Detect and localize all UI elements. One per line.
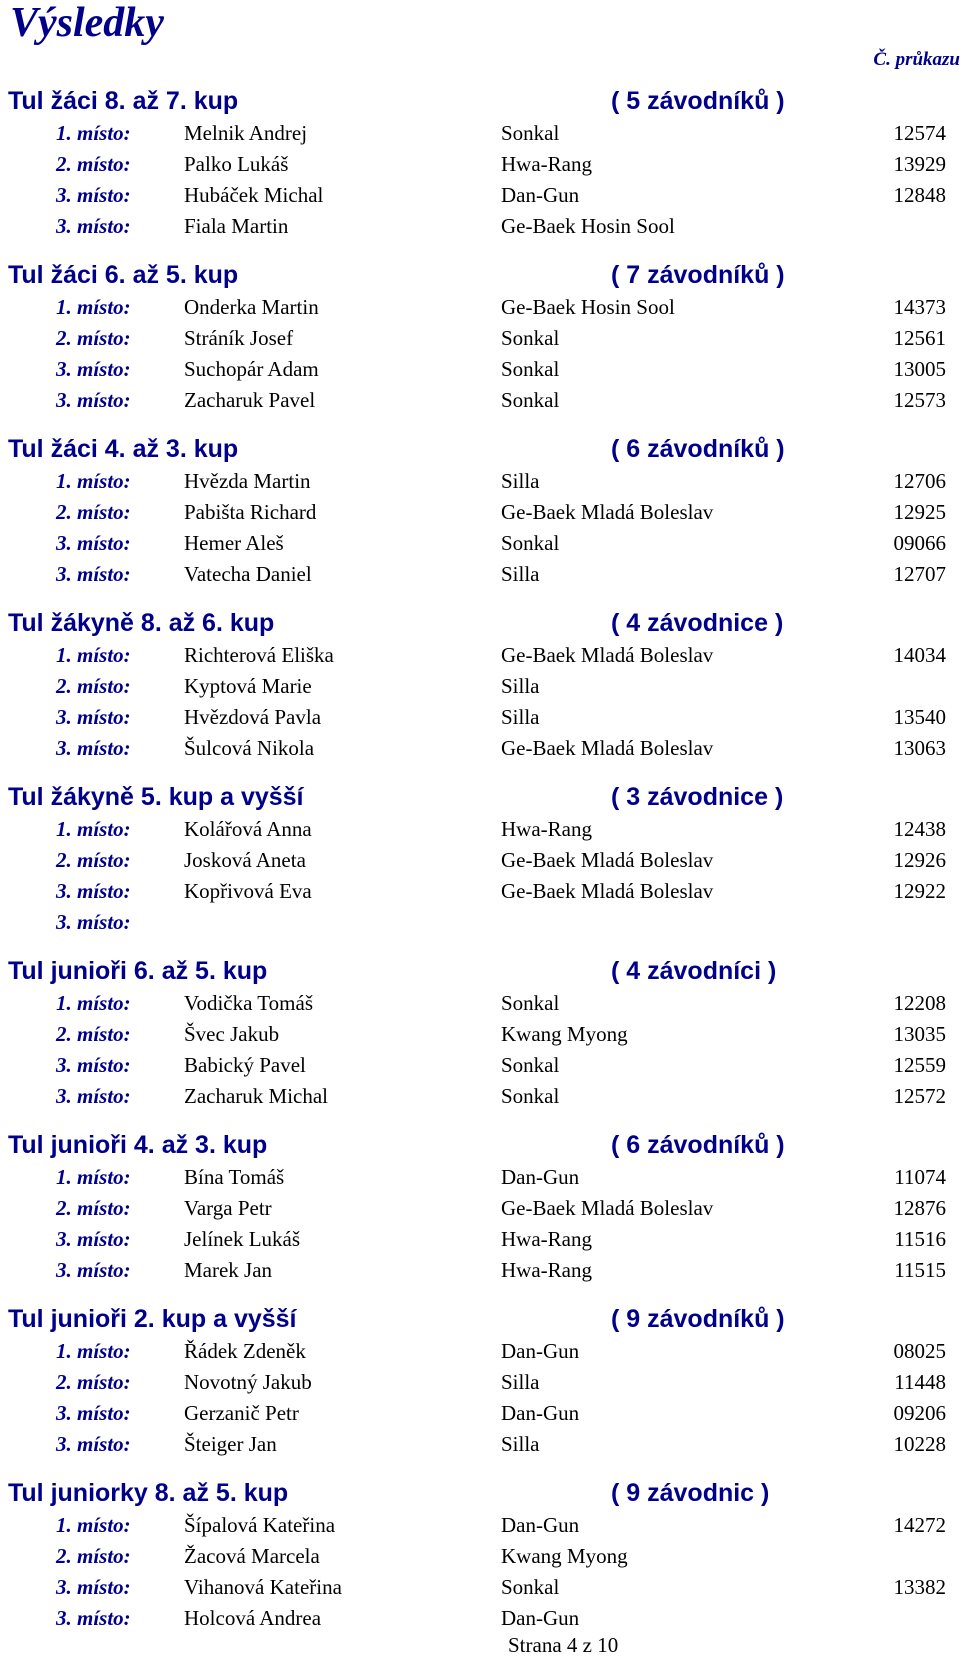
competitor-count: ( 6 závodníků ) bbox=[611, 1131, 785, 1159]
card-number: 12438 bbox=[893, 817, 946, 841]
result-row bbox=[0, 1081, 960, 1112]
result-row bbox=[0, 211, 960, 242]
card-number: 13005 bbox=[893, 357, 946, 381]
place-label: 3. místo: bbox=[56, 214, 131, 238]
card-number: 12706 bbox=[893, 469, 946, 493]
place-label: 1. místo: bbox=[56, 817, 131, 841]
place-label: 3. místo: bbox=[56, 388, 131, 412]
result-row bbox=[0, 845, 960, 876]
card-number: 12559 bbox=[893, 1053, 946, 1077]
competitor-name: Vatecha Daniel bbox=[184, 562, 312, 586]
result-section bbox=[0, 1476, 960, 1650]
place-label: 3. místo: bbox=[56, 1401, 131, 1425]
result-row bbox=[0, 702, 960, 733]
result-row bbox=[0, 118, 960, 149]
place-label: 3. místo: bbox=[56, 562, 131, 586]
result-row bbox=[0, 1572, 960, 1603]
result-row bbox=[0, 292, 960, 323]
club-name: Ge-Baek Mladá Boleslav bbox=[501, 879, 714, 903]
results-list bbox=[0, 84, 960, 1650]
result-row bbox=[0, 466, 960, 497]
card-number: 12876 bbox=[893, 1196, 946, 1220]
card-number: 11516 bbox=[894, 1227, 946, 1251]
category-title: Tul junioři 4. až 3. kup bbox=[8, 1131, 268, 1159]
category-title: Tul žákyně 8. až 6. kup bbox=[8, 609, 275, 637]
competitor-name: Vihanová Kateřina bbox=[184, 1575, 342, 1599]
card-number: 12572 bbox=[893, 1084, 946, 1108]
result-row bbox=[0, 1193, 960, 1224]
category-title: Tul juniorky 8. až 5. kup bbox=[8, 1479, 289, 1507]
competitor-name: Kolářová Anna bbox=[184, 817, 312, 841]
result-row bbox=[0, 733, 960, 764]
result-row bbox=[0, 1255, 960, 1286]
category-title: Tul žáci 6. až 5. kup bbox=[8, 261, 239, 289]
competitor-name: Fiala Martin bbox=[184, 214, 289, 238]
result-row bbox=[0, 1510, 960, 1541]
result-section bbox=[0, 954, 960, 1128]
card-number: 13540 bbox=[893, 705, 946, 729]
place-label: 3. místo: bbox=[56, 1432, 131, 1456]
place-label: 3. místo: bbox=[56, 183, 131, 207]
club-name: Dan-Gun bbox=[501, 1606, 580, 1630]
club-name: Ge-Baek Hosin Sool bbox=[501, 214, 675, 238]
category-title: Tul žákyně 5. kup a vyšší bbox=[8, 783, 304, 811]
competitor-name: Richterová Eliška bbox=[184, 643, 334, 667]
result-section bbox=[0, 780, 960, 954]
competitor-count: ( 5 závodníků ) bbox=[611, 87, 785, 115]
result-section bbox=[0, 1128, 960, 1302]
competitor-name: Suchopár Adam bbox=[184, 357, 319, 381]
club-name: Sonkal bbox=[501, 1084, 560, 1108]
competitor-count: ( 3 závodnice ) bbox=[611, 783, 784, 811]
result-section bbox=[0, 1302, 960, 1476]
competitor-name: Vodička Tomáš bbox=[184, 991, 313, 1015]
club-name: Ge-Baek Mladá Boleslav bbox=[501, 643, 714, 667]
competitor-name: Hubáček Michal bbox=[184, 183, 324, 207]
place-label: 1. místo: bbox=[56, 469, 131, 493]
place-label: 2. místo: bbox=[56, 152, 131, 176]
competitor-name: Řádek Zdeněk bbox=[184, 1339, 306, 1363]
page-number: Strana 4 z 10 bbox=[508, 1633, 619, 1657]
card-number: 12561 bbox=[893, 326, 946, 350]
club-name: Silla bbox=[501, 562, 540, 586]
competitor-count: ( 9 závodníků ) bbox=[611, 1305, 785, 1333]
section-header bbox=[0, 1476, 960, 1510]
club-name: Ge-Baek Mladá Boleslav bbox=[501, 848, 714, 872]
result-section bbox=[0, 606, 960, 780]
competitor-name: Hvězda Martin bbox=[184, 469, 311, 493]
club-name: Dan-Gun bbox=[501, 1401, 580, 1425]
section-header bbox=[0, 1302, 960, 1336]
result-row bbox=[0, 180, 960, 211]
category-title: Tul junioři 6. až 5. kup bbox=[8, 957, 268, 985]
club-name: Silla bbox=[501, 1432, 540, 1456]
competitor-name: Šteiger Jan bbox=[184, 1432, 277, 1456]
place-label: 1. místo: bbox=[56, 295, 131, 319]
card-number: 13063 bbox=[893, 736, 946, 760]
card-number: 12707 bbox=[893, 562, 946, 586]
card-number: 13382 bbox=[893, 1575, 946, 1599]
result-row bbox=[0, 497, 960, 528]
result-row bbox=[0, 323, 960, 354]
place-label: 1. místo: bbox=[56, 1165, 131, 1189]
place-label: 3. místo: bbox=[56, 705, 131, 729]
place-label: 3. místo: bbox=[56, 910, 131, 934]
competitor-name: Šípalová Kateřina bbox=[184, 1513, 336, 1537]
competitor-count: ( 4 závodníci ) bbox=[611, 957, 777, 985]
club-name: Kwang Myong bbox=[501, 1544, 628, 1568]
place-label: 2. místo: bbox=[56, 848, 131, 872]
result-section bbox=[0, 84, 960, 258]
result-row bbox=[0, 640, 960, 671]
competitor-count: ( 7 závodníků ) bbox=[611, 261, 785, 289]
section-header bbox=[0, 1128, 960, 1162]
result-section bbox=[0, 432, 960, 606]
competitor-name: Novotný Jakub bbox=[184, 1370, 312, 1394]
page-title: Výsledky bbox=[10, 0, 164, 46]
competitor-name: Hemer Aleš bbox=[184, 531, 284, 555]
competitor-name: Holcová Andrea bbox=[184, 1606, 322, 1630]
result-row bbox=[0, 1367, 960, 1398]
club-name: Dan-Gun bbox=[501, 183, 580, 207]
club-name: Ge-Baek Mladá Boleslav bbox=[501, 1196, 714, 1220]
club-name: Silla bbox=[501, 469, 540, 493]
club-name: Ge-Baek Mladá Boleslav bbox=[501, 500, 714, 524]
club-name: Dan-Gun bbox=[501, 1339, 580, 1363]
club-name: Sonkal bbox=[501, 1575, 560, 1599]
card-number: 09066 bbox=[893, 531, 946, 555]
result-row bbox=[0, 1224, 960, 1255]
category-title: Tul žáci 8. až 7. kup bbox=[8, 87, 239, 115]
competitor-count: ( 4 závodnice ) bbox=[611, 609, 784, 637]
club-name: Sonkal bbox=[501, 326, 560, 350]
card-number: 10228 bbox=[893, 1432, 946, 1456]
competitor-name: Palko Lukáš bbox=[184, 152, 289, 176]
category-title: Tul junioři 2. kup a vyšší bbox=[8, 1305, 297, 1333]
result-row bbox=[0, 559, 960, 590]
competitor-name: Josková Aneta bbox=[184, 848, 306, 872]
competitor-name: Žacová Marcela bbox=[184, 1544, 320, 1568]
place-label: 2. místo: bbox=[56, 326, 131, 350]
competitor-name: Varga Petr bbox=[184, 1196, 272, 1220]
club-name: Silla bbox=[501, 1370, 540, 1394]
place-label: 2. místo: bbox=[56, 1370, 131, 1394]
result-row bbox=[0, 988, 960, 1019]
result-row bbox=[0, 528, 960, 559]
card-number: 11448 bbox=[894, 1370, 946, 1394]
place-label: 2. místo: bbox=[56, 1196, 131, 1220]
result-row bbox=[0, 1429, 960, 1460]
result-row bbox=[0, 149, 960, 180]
result-row bbox=[0, 1019, 960, 1050]
club-name: Sonkal bbox=[501, 388, 560, 412]
card-number: 13035 bbox=[893, 1022, 946, 1046]
competitor-name: Kopřivová Eva bbox=[184, 879, 312, 903]
place-label: 3. místo: bbox=[56, 357, 131, 381]
card-number: 12208 bbox=[893, 991, 946, 1015]
competitor-name: Stráník Josef bbox=[184, 326, 294, 350]
place-label: 2. místo: bbox=[56, 500, 131, 524]
club-name: Ge-Baek Hosin Sool bbox=[501, 295, 675, 319]
card-number-column-label: Č. průkazu bbox=[873, 49, 960, 70]
place-label: 3. místo: bbox=[56, 1606, 131, 1630]
result-row bbox=[0, 1603, 960, 1634]
result-row bbox=[0, 1398, 960, 1429]
competitor-name: Pabišta Richard bbox=[184, 500, 317, 524]
club-name: Hwa-Rang bbox=[501, 152, 592, 176]
club-name: Sonkal bbox=[501, 357, 560, 381]
club-name: Sonkal bbox=[501, 121, 560, 145]
place-label: 1. místo: bbox=[56, 643, 131, 667]
place-label: 3. místo: bbox=[56, 1053, 131, 1077]
competitor-name: Švec Jakub bbox=[184, 1022, 280, 1046]
card-number: 14373 bbox=[893, 295, 946, 319]
card-number: 12925 bbox=[893, 500, 946, 524]
card-number: 08025 bbox=[893, 1339, 946, 1363]
place-label: 1. místo: bbox=[56, 991, 131, 1015]
club-name: Hwa-Rang bbox=[501, 1227, 592, 1251]
section-header bbox=[0, 780, 960, 814]
card-number: 14272 bbox=[893, 1513, 946, 1537]
place-label: 3. místo: bbox=[56, 1258, 131, 1282]
club-name: Hwa-Rang bbox=[501, 817, 592, 841]
result-row bbox=[0, 907, 960, 938]
competitor-name: Jelínek Lukáš bbox=[184, 1227, 301, 1251]
competitor-name: Hvězdová Pavla bbox=[184, 705, 322, 729]
club-name: Sonkal bbox=[501, 531, 560, 555]
card-number: 12926 bbox=[893, 848, 946, 872]
competitor-name: Zacharuk Pavel bbox=[184, 388, 316, 412]
place-label: 2. místo: bbox=[56, 1544, 131, 1568]
result-section bbox=[0, 258, 960, 432]
card-number: 12573 bbox=[893, 388, 946, 412]
place-label: 1. místo: bbox=[56, 1513, 131, 1537]
club-name: Sonkal bbox=[501, 991, 560, 1015]
section-header bbox=[0, 606, 960, 640]
card-number: 11074 bbox=[894, 1165, 946, 1189]
place-label: 3. místo: bbox=[56, 1575, 131, 1599]
club-name: Kwang Myong bbox=[501, 1022, 628, 1046]
competitor-name: Bína Tomáš bbox=[184, 1165, 285, 1189]
result-row bbox=[0, 876, 960, 907]
competitor-name: Marek Jan bbox=[184, 1258, 273, 1282]
competitor-name: Gerzanič Petr bbox=[184, 1401, 299, 1425]
result-row bbox=[0, 671, 960, 702]
club-name: Hwa-Rang bbox=[501, 1258, 592, 1282]
club-name: Dan-Gun bbox=[501, 1165, 580, 1189]
competitor-name: Zacharuk Michal bbox=[184, 1084, 329, 1108]
club-name: Dan-Gun bbox=[501, 1513, 580, 1537]
club-name: Silla bbox=[501, 705, 540, 729]
section-header bbox=[0, 954, 960, 988]
place-label: 1. místo: bbox=[56, 1339, 131, 1363]
place-label: 3. místo: bbox=[56, 531, 131, 555]
result-row bbox=[0, 385, 960, 416]
place-label: 3. místo: bbox=[56, 1084, 131, 1108]
section-header bbox=[0, 258, 960, 292]
card-number: 12574 bbox=[893, 121, 946, 145]
club-name: Sonkal bbox=[501, 1053, 560, 1077]
result-row bbox=[0, 1541, 960, 1572]
card-number: 12848 bbox=[893, 183, 946, 207]
place-label: 3. místo: bbox=[56, 1227, 131, 1251]
card-number: 09206 bbox=[893, 1401, 946, 1425]
card-number: 11515 bbox=[894, 1258, 946, 1282]
result-row bbox=[0, 1050, 960, 1081]
card-number: 13929 bbox=[893, 152, 946, 176]
section-header bbox=[0, 432, 960, 466]
competitor-name: Babický Pavel bbox=[184, 1053, 306, 1077]
result-row bbox=[0, 354, 960, 385]
card-number: 14034 bbox=[893, 643, 946, 667]
competitor-count: ( 6 závodníků ) bbox=[611, 435, 785, 463]
place-label: 3. místo: bbox=[56, 879, 131, 903]
category-title: Tul žáci 4. až 3. kup bbox=[8, 435, 239, 463]
club-name: Ge-Baek Mladá Boleslav bbox=[501, 736, 714, 760]
place-label: 1. místo: bbox=[56, 121, 131, 145]
competitor-name: Melnik Andrej bbox=[184, 121, 308, 145]
place-label: 3. místo: bbox=[56, 736, 131, 760]
result-row bbox=[0, 1162, 960, 1193]
place-label: 2. místo: bbox=[56, 1022, 131, 1046]
competitor-name: Onderka Martin bbox=[184, 295, 319, 319]
competitor-count: ( 9 závodnic ) bbox=[611, 1479, 770, 1507]
card-number: 12922 bbox=[893, 879, 946, 903]
competitor-name: Kyptová Marie bbox=[184, 674, 312, 698]
result-row bbox=[0, 814, 960, 845]
club-name: Silla bbox=[501, 674, 540, 698]
result-row bbox=[0, 1336, 960, 1367]
place-label: 2. místo: bbox=[56, 674, 131, 698]
section-header bbox=[0, 84, 960, 118]
competitor-name: Šulcová Nikola bbox=[184, 736, 315, 760]
